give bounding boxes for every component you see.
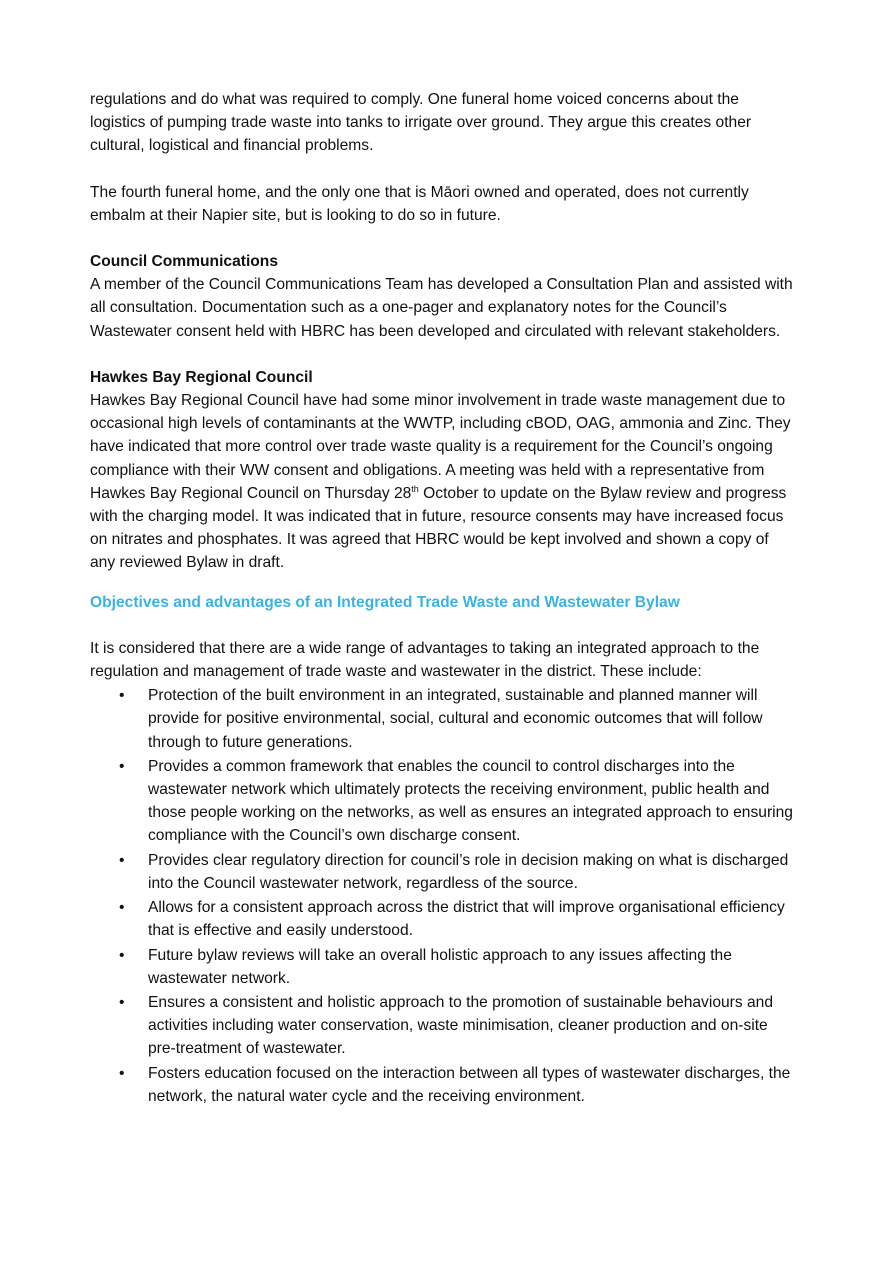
list-item <box>90 991 798 1061</box>
document-page <box>90 88 798 1108</box>
list-item-text: Provides clear regulatory direction for council’s role in decision making on what is discharged into the Council wastewater network, regardless of the source. <box>148 851 789 892</box>
bullet-icon: • <box>119 1064 125 1082</box>
bullet-icon: • <box>119 851 125 869</box>
paragraph-objectives-intro: It is considered that there are a wide range of advantages to taking an integrated approach to the regulation and management of trade waste and wastewater in the district. These include: <box>90 639 760 681</box>
heading-objectives-and-advantages: Objectives and advantages of an Integrated Trade Waste and Wastewater Bylaw <box>90 593 680 611</box>
bullet-icon: • <box>119 993 125 1011</box>
hbrc-text-after: October to update on the Bylaw review and progress with the charging model. It was indicated that in future, resource consents may have increased focus on nitrates and phosphates. It was agreed that HBRC would be kept involved and shown a copy of any reviewed Bylaw in draft. <box>90 484 787 572</box>
list-item <box>90 896 798 942</box>
list-item <box>90 684 798 754</box>
bullet-icon: • <box>119 757 125 775</box>
bullet-icon: • <box>119 946 125 964</box>
list-item-text: Allows for a consistent approach across the district that will improve organisational efficiency that is effective and easily understood. <box>148 899 785 940</box>
list-item-text: Provides a common framework that enables the council to control discharges into the wastewater network which ultimately protects the receiving environment, public health and those people working on the networks, as well as ensures an integrated approach to ensuring compliance with the Council’s own discharge consent. <box>148 757 793 845</box>
advantages-list <box>90 684 798 1108</box>
paragraph-council-communications: A member of the Council Communications Team has developed a Consultation Plan and assisted with all consultation. Documentation such as a one-pager and explanatory notes for the Council’s Wastewater consent held with HBRC has been developed and circulated with relevant stakeholders. <box>90 276 793 340</box>
heading-council-communications: Council Communications <box>90 253 279 271</box>
list-item <box>90 1062 798 1108</box>
paragraph-funeral-homes-concerns: regulations and do what was required to comply. One funeral home voiced concerns about the logistics of pumping trade waste into tanks to irrigate over ground. They argue this creates other cultural, logistical and financial problems. <box>90 91 752 155</box>
hbrc-text-before: Hawkes Bay Regional Council have had some minor involvement in trade waste management due to occasional high levels of contaminants at the WWTP, including cBOD, OAG, ammonia and Zinc. They have indicated that more control over trade waste quality is a requirement for the Council’s ongoing compliance with their WW consent and obligations. A meeting was held with a representative from Hawkes Bay Regional Council on Thursday 28 <box>90 392 791 502</box>
paragraph-fourth-funeral-home: The fourth funeral home, and the only one that is Māori owned and operated, does not currently embalm at their Napier site, but is looking to do so in future. <box>90 183 749 224</box>
list-item-text: Fosters education focused on the interaction between all types of wastewater discharges, the network, the natural water cycle and the receiving environment. <box>148 1064 791 1105</box>
heading-hawkes-bay-regional-council: Hawkes Bay Regional Council <box>90 368 313 386</box>
hbrc-ordinal-suffix: th <box>411 483 419 494</box>
list-item-text: Protection of the built environment in an integrated, sustainable and planned manner will provide for positive environmental, social, cultural and economic outcomes that will follow through to future generations. <box>148 687 763 751</box>
bullet-icon: • <box>119 687 125 705</box>
list-item <box>90 849 798 895</box>
bullet-icon: • <box>119 899 125 917</box>
list-item <box>90 755 798 848</box>
list-item <box>90 944 798 990</box>
list-item-text: Ensures a consistent and holistic approach to the promotion of sustainable behaviours and activities including water conservation, waste minimisation, cleaner production and on-site pre-treatment of wastewater. <box>148 993 774 1058</box>
list-item-text: Future bylaw reviews will take an overall holistic approach to any issues affecting the wastewater network. <box>148 946 732 987</box>
paragraph-hawkes-bay-regional-council <box>90 389 798 575</box>
